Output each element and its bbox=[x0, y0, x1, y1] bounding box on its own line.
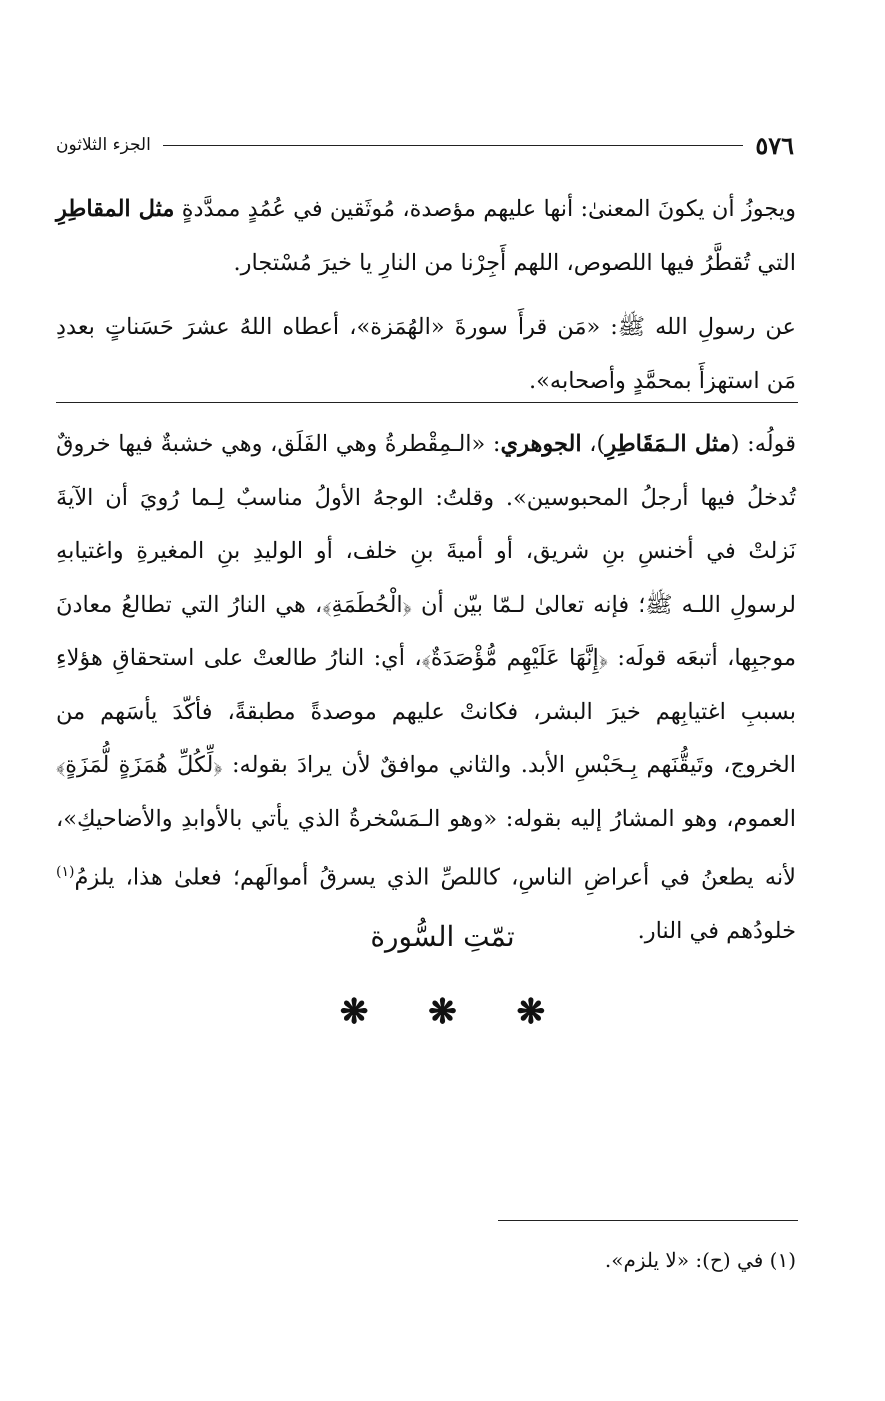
section-divider bbox=[56, 402, 798, 403]
bold-term: الجوهري bbox=[500, 431, 582, 457]
commentary-text bbox=[56, 418, 796, 959]
text-run: خلودُهم في النار. bbox=[637, 918, 796, 944]
text-run: ويجوزُ أن يكونَ المعنىٰ: أنها عليهم مؤصدة، مُوثَقين في عُمُدٍ ممدَّدةٍ bbox=[174, 196, 797, 222]
paragraph-text bbox=[56, 182, 796, 290]
hadith-text: عن رسولِ الله ﷺ: «مَن قرأَ سورةَ «الهُمَزة»، أعطاه اللهُ عشرَ حَسَناتٍ بعددِ مَن استهزأَ بمحمَّدٍ وأصحابه». bbox=[56, 314, 796, 394]
commentary-section bbox=[56, 418, 796, 959]
star-ornament-icon: ❋ bbox=[339, 992, 369, 1032]
footnote-rule bbox=[498, 1220, 798, 1221]
footnote-reference[interactable]: (١) bbox=[56, 864, 75, 880]
star-ornament-icon: ❋ bbox=[516, 992, 546, 1032]
main-paragraph-2 bbox=[56, 300, 796, 408]
page-number: ٥٧٦ bbox=[755, 130, 794, 160]
bold-term: مثل الـمَقَاطِرِ bbox=[605, 431, 731, 457]
text-run: التي تُقطَّرُ فيها اللصوص، اللهم أَجِرْنا من النارِ يا خيرَ مُسْتجار. bbox=[233, 250, 796, 276]
bold-term: مثل المقاطِرِ bbox=[56, 196, 175, 222]
part-title: الجزء الثلاثون bbox=[56, 135, 151, 155]
text-run: : «الـمِقْطرةُ وهي الفَلَق، وهي خشبةٌ فيها خروقٌ تُدخلُ فيها أرجلُ المحبوسين». وقلتُ: الوجهُ الأولُ مناسبٌ لِـما رُويَ أن الآيةَ نَزلتْ في أخنسِ بنِ شريق، أو أميةَ بنِ خلف، أو الوليدِ بنِ المغيرةِ واغتيابهِ لرسولِ اللـه ﷺ؛ فإنه تعالىٰ لـمّا بيّن أن ﴿الْحُطَمَةِ﴾، هي النارُ التي تطالعُ معادنَ موجبِها، أتبعَه قولَه: ﴿إِنَّهَا عَلَيْهِم مُّؤْصَدَةٌ﴾، أي: النارُ طالعتْ على استحقاقِ هؤلاءِ بسببِ اغتيابِهم خيرَ البشر، فكانتْ عليهم موصدةً مطبقةً، فأكّدَ يأسَهم من الخروج، وتَيقُّنَهم بِـحَبْسِ الأبد. والثاني موافقٌ لأن يرادَ بقوله: ﴿لِّكُلِّ هُمَزَةٍ لُّمَزَةٍ﴾ العموم، وهو المشارُ إليه بقوله: «وهو الـمَسْخرةُ الذي يأتي بالأوابدِ والأضاحيكِ»، لأنه يطعنُ في أعراضِ الناسِ، كاللصِّ الذي يسرقُ أموالَهم؛ فعلىٰ هذا، يلزمُ bbox=[56, 431, 796, 891]
header-rule bbox=[163, 145, 744, 146]
text-run: قولُه: ( bbox=[730, 431, 797, 457]
page-header bbox=[56, 128, 794, 162]
ornament-stars bbox=[0, 992, 885, 1032]
surah-end-title: تمّتِ السُّورة bbox=[370, 920, 515, 953]
star-ornament-icon: ❋ bbox=[428, 992, 457, 1032]
text-run: )، bbox=[581, 431, 606, 457]
main-paragraph-1 bbox=[56, 182, 796, 290]
footnote: (١) في (ح): «لا يلزم». bbox=[604, 1248, 796, 1272]
